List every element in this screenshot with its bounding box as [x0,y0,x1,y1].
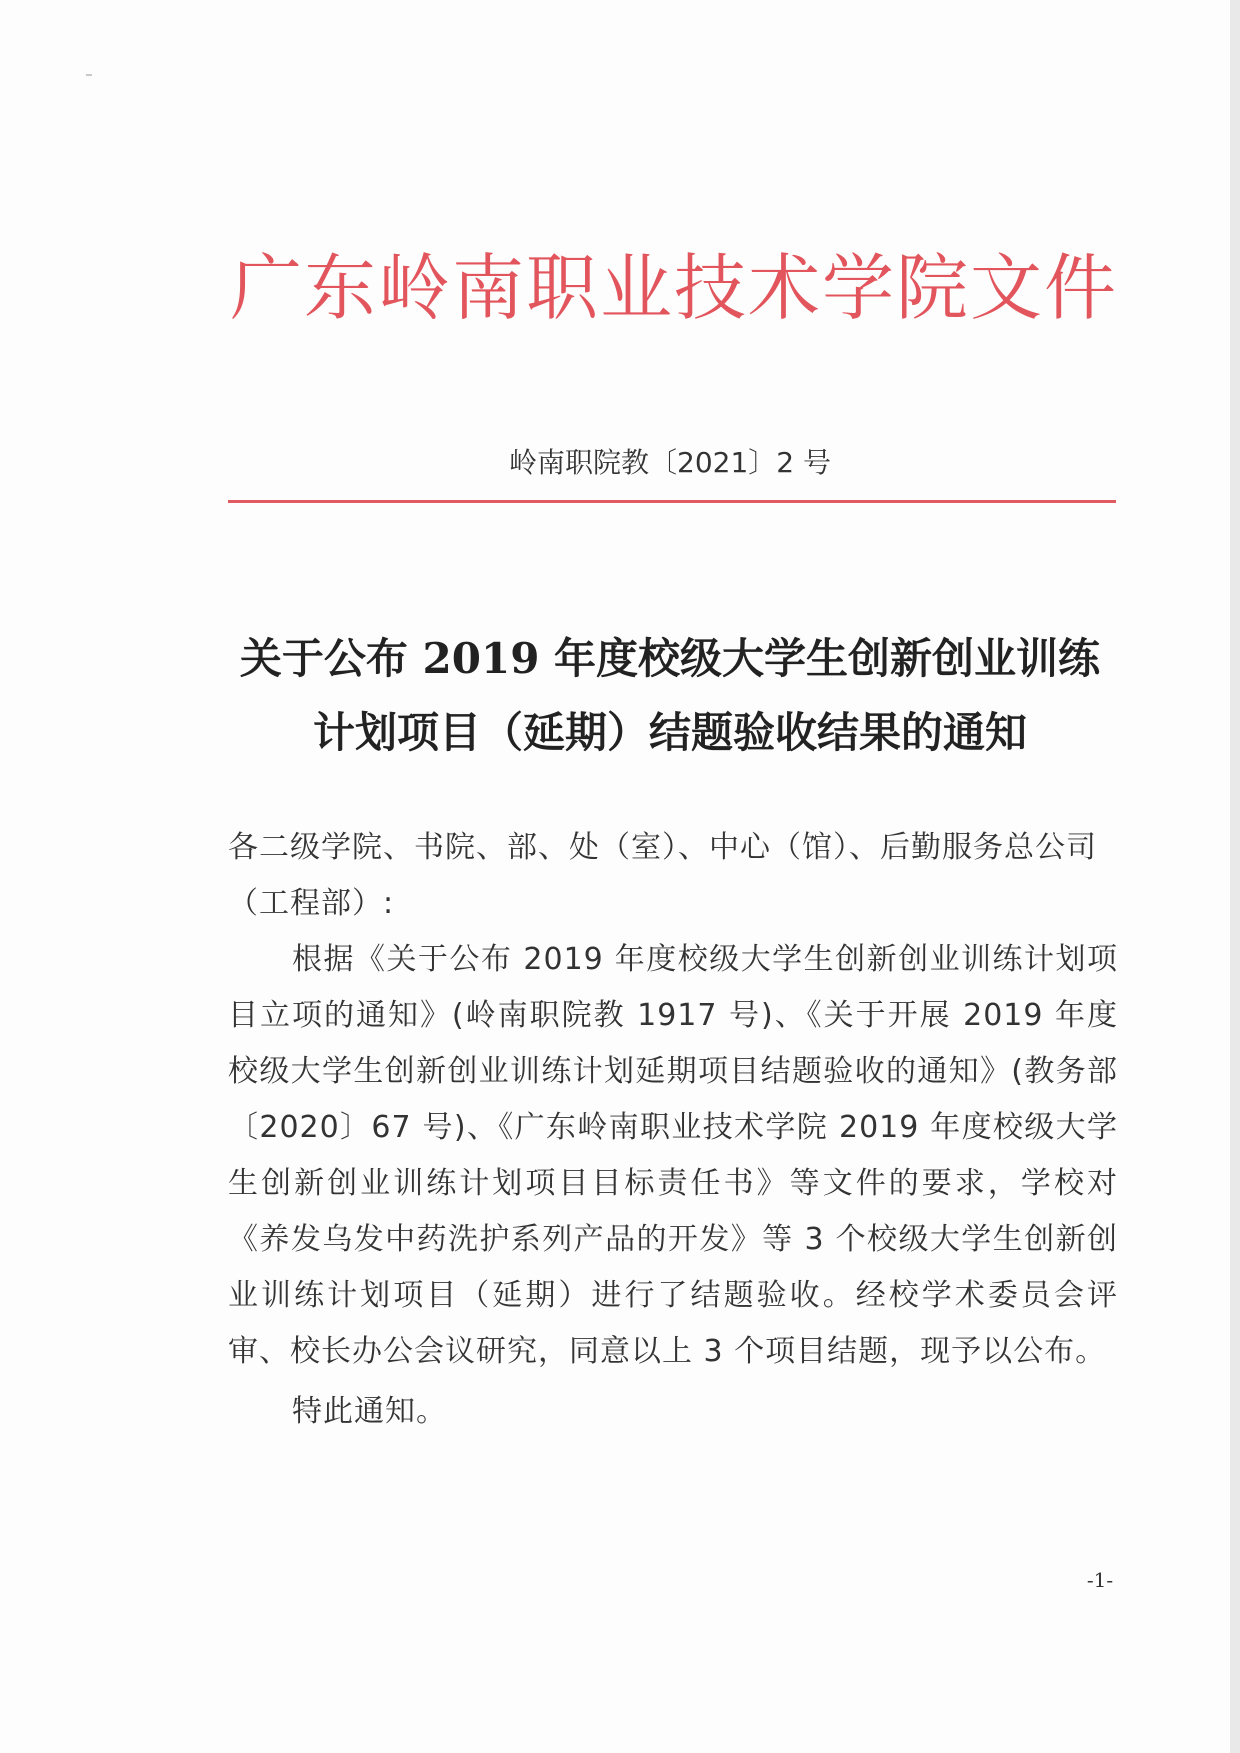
scan-speck [86,74,92,76]
closing-line: 特此通知。 [292,1394,447,1429]
page-number: -1- [1086,1568,1114,1592]
red-separator-line [228,500,1116,503]
document-title [220,622,1120,770]
scan-edge-shadow [1230,0,1240,1753]
document-number: 岭南职院教〔2021〕2 号 [509,446,831,479]
issuing-organization-title: 广东岭南职业技术学院文件 [230,246,1119,330]
body-paragraph: 根据《关于公布 2019 年度校级大学生创新创业训练计划项目立项的通知》(岭南职院教 1917 号)、《关于开展 2019 年度校级大学生创新创业训练计划延期项目结题验收的通知》(教务部〔2020〕67 号)、《广东岭南职业技术学院 2019 年度校级大学生创新创业训练计划项目目标责任书》等文件的要求，学校对《养发乌发中药洗护系列产品的开发》等 3 个校级大学生创新创业训练计划项目（延期）进行了结题验收。经校学术委员会评审、校长办公会议研究，同意以上 3 个项目结题，现予以公布。 [228,942,1118,1369]
document-title-line-1: 关于公布 2019 年度校级大学生创新创业训练 [239,634,1101,683]
document-title-line-2: 计划项目（延期）结题验收结果的通知 [312,708,1027,757]
addressee: 各二级学院、书院、部、处（室）、中心（馆）、后勤服务总公司（工程部）: [228,830,1097,921]
